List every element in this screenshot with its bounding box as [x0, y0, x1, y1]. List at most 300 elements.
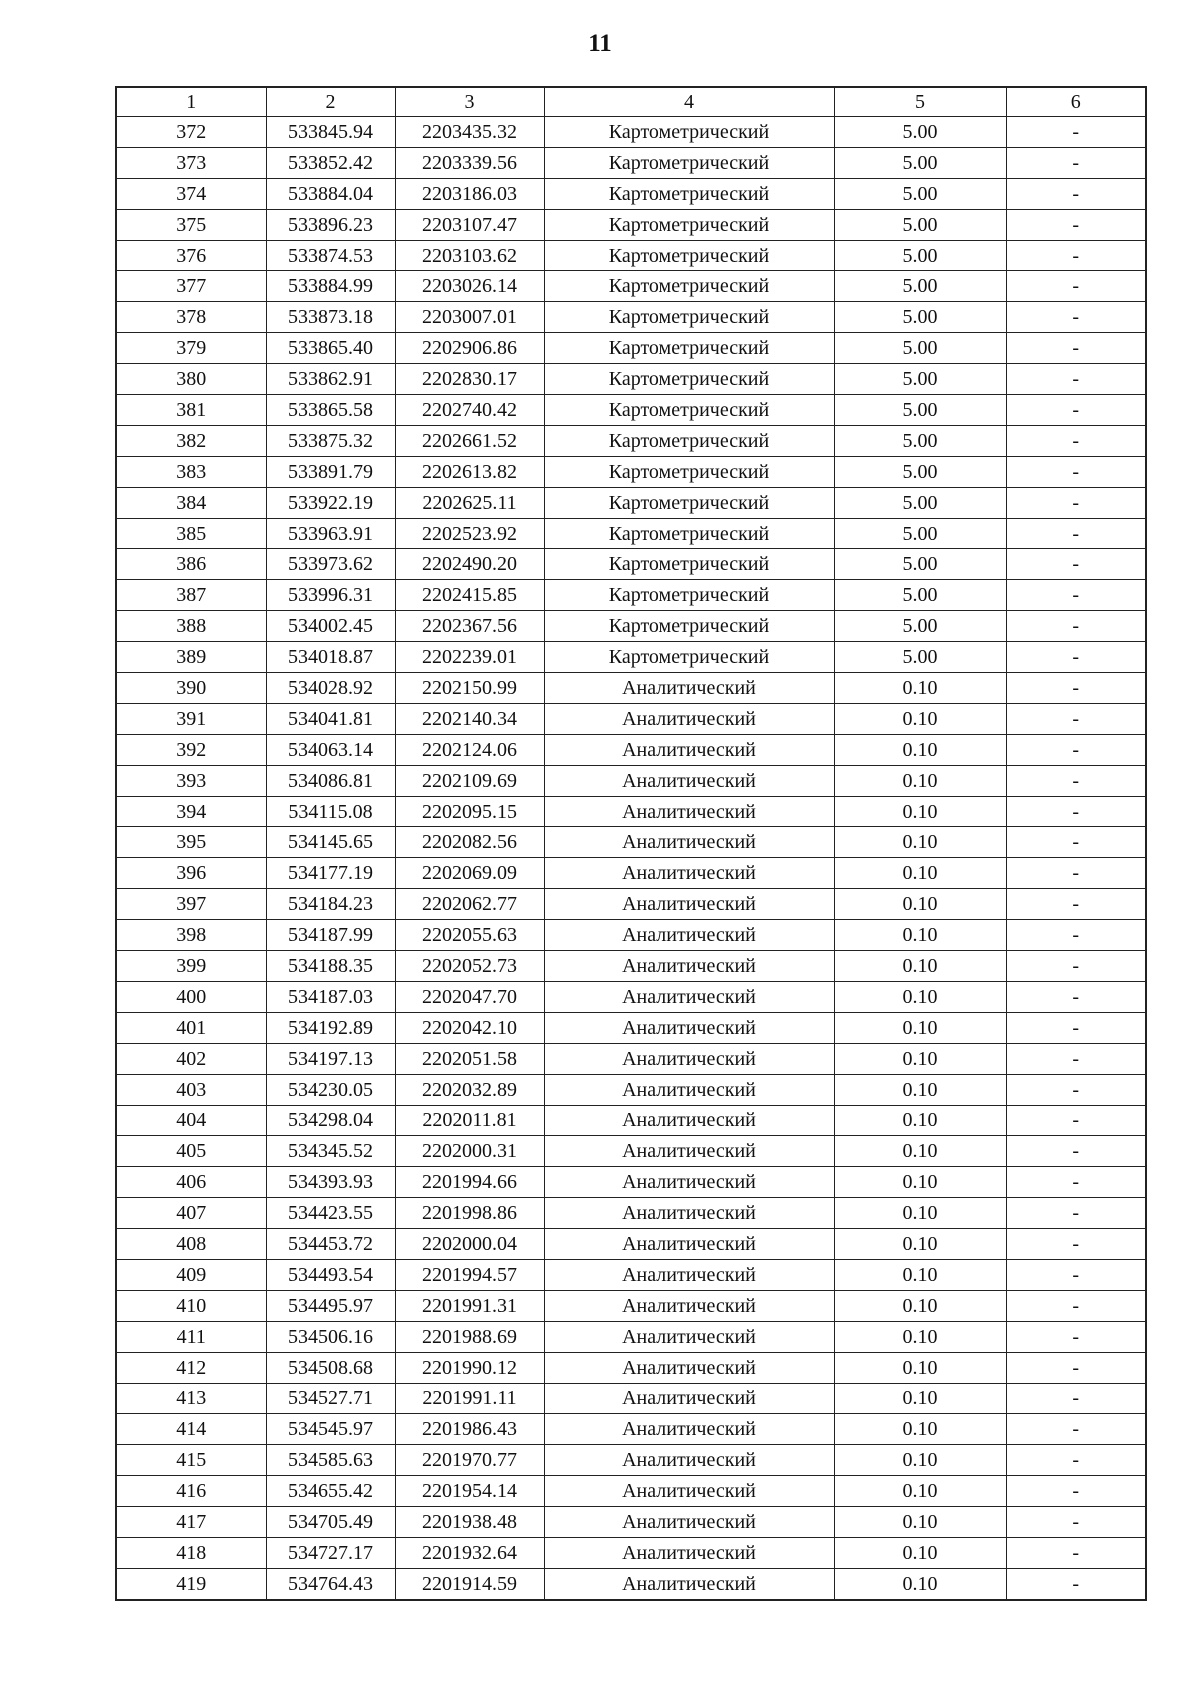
method-cell: Картометрический: [544, 333, 834, 364]
method-cell: Аналитический: [544, 1414, 834, 1445]
y-coordinate-cell: 2201970.77: [395, 1445, 544, 1476]
accuracy-cell: 0.10: [834, 734, 1006, 765]
x-coordinate-cell: 534086.81: [266, 765, 395, 796]
table-row: [116, 1259, 1146, 1290]
y-coordinate-cell: 2202661.52: [395, 425, 544, 456]
method-cell: Аналитический: [544, 1198, 834, 1229]
method-cell: Картометрический: [544, 642, 834, 673]
accuracy-cell: 5.00: [834, 147, 1006, 178]
x-coordinate-cell: 534230.05: [266, 1074, 395, 1105]
x-coordinate-cell: 534393.93: [266, 1167, 395, 1198]
note-cell: -: [1006, 889, 1146, 920]
column-header: 6: [1006, 87, 1146, 117]
point-number-cell: 409: [116, 1259, 266, 1290]
y-coordinate-cell: 2202239.01: [395, 642, 544, 673]
table-row: [116, 518, 1146, 549]
note-cell: -: [1006, 178, 1146, 209]
note-cell: -: [1006, 951, 1146, 982]
note-cell: -: [1006, 1198, 1146, 1229]
y-coordinate-cell: 2203339.56: [395, 147, 544, 178]
method-cell: Аналитический: [544, 1043, 834, 1074]
note-cell: -: [1006, 425, 1146, 456]
note-cell: -: [1006, 1383, 1146, 1414]
method-cell: Картометрический: [544, 147, 834, 178]
accuracy-cell: 0.10: [834, 981, 1006, 1012]
y-coordinate-cell: 2202051.58: [395, 1043, 544, 1074]
accuracy-cell: 0.10: [834, 1074, 1006, 1105]
x-coordinate-cell: 534423.55: [266, 1198, 395, 1229]
point-number-cell: 417: [116, 1507, 266, 1538]
table-row: [116, 765, 1146, 796]
method-cell: Аналитический: [544, 920, 834, 951]
table-row: [116, 178, 1146, 209]
y-coordinate-cell: 2202047.70: [395, 981, 544, 1012]
point-number-cell: 415: [116, 1445, 266, 1476]
x-coordinate-cell: 534197.13: [266, 1043, 395, 1074]
accuracy-cell: 0.10: [834, 951, 1006, 982]
point-number-cell: 384: [116, 487, 266, 518]
method-cell: Аналитический: [544, 951, 834, 982]
point-number-cell: 418: [116, 1537, 266, 1568]
accuracy-cell: 5.00: [834, 333, 1006, 364]
note-cell: -: [1006, 549, 1146, 580]
table-row: [116, 1198, 1146, 1229]
y-coordinate-cell: 2202124.06: [395, 734, 544, 765]
x-coordinate-cell: 533875.32: [266, 425, 395, 456]
accuracy-cell: 5.00: [834, 487, 1006, 518]
y-coordinate-cell: 2201938.48: [395, 1507, 544, 1538]
note-cell: -: [1006, 1105, 1146, 1136]
method-cell: Картометрический: [544, 178, 834, 209]
table-row: [116, 1136, 1146, 1167]
method-cell: Картометрический: [544, 549, 834, 580]
point-number-cell: 389: [116, 642, 266, 673]
table-header-row: [116, 87, 1146, 117]
method-cell: Аналитический: [544, 1383, 834, 1414]
method-cell: Аналитический: [544, 889, 834, 920]
y-coordinate-cell: 2202052.73: [395, 951, 544, 982]
note-cell: -: [1006, 333, 1146, 364]
y-coordinate-cell: 2202062.77: [395, 889, 544, 920]
table-row: [116, 456, 1146, 487]
accuracy-cell: 5.00: [834, 642, 1006, 673]
note-cell: -: [1006, 1445, 1146, 1476]
table-row: [116, 1352, 1146, 1383]
method-cell: Аналитический: [544, 796, 834, 827]
method-cell: Аналитический: [544, 827, 834, 858]
note-cell: -: [1006, 117, 1146, 148]
accuracy-cell: 0.10: [834, 1383, 1006, 1414]
point-number-cell: 408: [116, 1229, 266, 1260]
y-coordinate-cell: 2202830.17: [395, 364, 544, 395]
accuracy-cell: 5.00: [834, 580, 1006, 611]
table-row: [116, 981, 1146, 1012]
y-coordinate-cell: 2203007.01: [395, 302, 544, 333]
table-body: [116, 117, 1146, 1600]
point-number-cell: 402: [116, 1043, 266, 1074]
accuracy-cell: 0.10: [834, 765, 1006, 796]
table-row: [116, 1507, 1146, 1538]
point-number-cell: 386: [116, 549, 266, 580]
point-number-cell: 407: [116, 1198, 266, 1229]
column-header: 1: [116, 87, 266, 117]
point-number-cell: 383: [116, 456, 266, 487]
x-coordinate-cell: 534655.42: [266, 1476, 395, 1507]
point-number-cell: 400: [116, 981, 266, 1012]
note-cell: -: [1006, 920, 1146, 951]
x-coordinate-cell: 534495.97: [266, 1290, 395, 1321]
accuracy-cell: 0.10: [834, 920, 1006, 951]
note-cell: -: [1006, 673, 1146, 704]
point-number-cell: 398: [116, 920, 266, 951]
note-cell: -: [1006, 642, 1146, 673]
x-coordinate-cell: 534506.16: [266, 1321, 395, 1352]
note-cell: -: [1006, 1507, 1146, 1538]
note-cell: -: [1006, 1568, 1146, 1599]
accuracy-cell: 5.00: [834, 425, 1006, 456]
x-coordinate-cell: 534508.68: [266, 1352, 395, 1383]
note-cell: -: [1006, 1352, 1146, 1383]
table-row: [116, 673, 1146, 704]
method-cell: Аналитический: [544, 1568, 834, 1599]
y-coordinate-cell: 2203026.14: [395, 271, 544, 302]
point-number-cell: 393: [116, 765, 266, 796]
point-number-cell: 375: [116, 209, 266, 240]
point-number-cell: 388: [116, 611, 266, 642]
x-coordinate-cell: 534298.04: [266, 1105, 395, 1136]
accuracy-cell: 5.00: [834, 456, 1006, 487]
point-number-cell: 378: [116, 302, 266, 333]
x-coordinate-cell: 533973.62: [266, 549, 395, 580]
y-coordinate-cell: 2202055.63: [395, 920, 544, 951]
accuracy-cell: 5.00: [834, 117, 1006, 148]
note-cell: -: [1006, 1229, 1146, 1260]
column-header: 3: [395, 87, 544, 117]
table-row: [116, 1043, 1146, 1074]
y-coordinate-cell: 2201986.43: [395, 1414, 544, 1445]
note-cell: -: [1006, 1136, 1146, 1167]
y-coordinate-cell: 2202150.99: [395, 673, 544, 704]
table-row: [116, 858, 1146, 889]
method-cell: Картометрический: [544, 487, 834, 518]
method-cell: Картометрический: [544, 117, 834, 148]
point-number-cell: 406: [116, 1167, 266, 1198]
note-cell: -: [1006, 209, 1146, 240]
method-cell: Картометрический: [544, 364, 834, 395]
x-coordinate-cell: 534187.03: [266, 981, 395, 1012]
method-cell: Аналитический: [544, 1136, 834, 1167]
x-coordinate-cell: 533891.79: [266, 456, 395, 487]
table-row: [116, 1105, 1146, 1136]
x-coordinate-cell: 534002.45: [266, 611, 395, 642]
y-coordinate-cell: 2202011.81: [395, 1105, 544, 1136]
x-coordinate-cell: 534184.23: [266, 889, 395, 920]
accuracy-cell: 0.10: [834, 1167, 1006, 1198]
page-number: 11: [588, 30, 612, 57]
column-header: 4: [544, 87, 834, 117]
point-number-cell: 416: [116, 1476, 266, 1507]
table-row: [116, 951, 1146, 982]
y-coordinate-cell: 2202906.86: [395, 333, 544, 364]
accuracy-cell: 5.00: [834, 178, 1006, 209]
accuracy-cell: 0.10: [834, 703, 1006, 734]
accuracy-cell: 5.00: [834, 611, 1006, 642]
table-row: [116, 889, 1146, 920]
x-coordinate-cell: 533896.23: [266, 209, 395, 240]
y-coordinate-cell: 2201988.69: [395, 1321, 544, 1352]
accuracy-cell: 0.10: [834, 1445, 1006, 1476]
method-cell: Картометрический: [544, 240, 834, 271]
point-number-cell: 380: [116, 364, 266, 395]
method-cell: Аналитический: [544, 1012, 834, 1043]
x-coordinate-cell: 533845.94: [266, 117, 395, 148]
note-cell: -: [1006, 1476, 1146, 1507]
method-cell: Аналитический: [544, 858, 834, 889]
x-coordinate-cell: 533884.04: [266, 178, 395, 209]
accuracy-cell: 0.10: [834, 1043, 1006, 1074]
note-cell: -: [1006, 395, 1146, 426]
note-cell: -: [1006, 703, 1146, 734]
accuracy-cell: 0.10: [834, 1537, 1006, 1568]
y-coordinate-cell: 2203186.03: [395, 178, 544, 209]
note-cell: -: [1006, 981, 1146, 1012]
method-cell: Аналитический: [544, 1229, 834, 1260]
accuracy-cell: 0.10: [834, 1229, 1006, 1260]
y-coordinate-cell: 2202095.15: [395, 796, 544, 827]
table-row: [116, 209, 1146, 240]
y-coordinate-cell: 2202415.85: [395, 580, 544, 611]
method-cell: Аналитический: [544, 1537, 834, 1568]
x-coordinate-cell: 534028.92: [266, 673, 395, 704]
x-coordinate-cell: 534041.81: [266, 703, 395, 734]
y-coordinate-cell: 2202000.31: [395, 1136, 544, 1167]
y-coordinate-cell: 2202082.56: [395, 827, 544, 858]
x-coordinate-cell: 534145.65: [266, 827, 395, 858]
table-row: [116, 796, 1146, 827]
note-cell: -: [1006, 1321, 1146, 1352]
note-cell: -: [1006, 1537, 1146, 1568]
note-cell: -: [1006, 765, 1146, 796]
accuracy-cell: 0.10: [834, 1476, 1006, 1507]
accuracy-cell: 0.10: [834, 1507, 1006, 1538]
table-row: [116, 734, 1146, 765]
table-row: [116, 1167, 1146, 1198]
method-cell: Аналитический: [544, 703, 834, 734]
y-coordinate-cell: 2202740.42: [395, 395, 544, 426]
point-number-cell: 405: [116, 1136, 266, 1167]
note-cell: -: [1006, 240, 1146, 271]
point-number-cell: 396: [116, 858, 266, 889]
table-row: [116, 580, 1146, 611]
point-number-cell: 374: [116, 178, 266, 209]
method-cell: Аналитический: [544, 1167, 834, 1198]
y-coordinate-cell: 2202042.10: [395, 1012, 544, 1043]
accuracy-cell: 5.00: [834, 549, 1006, 580]
method-cell: Картометрический: [544, 425, 834, 456]
y-coordinate-cell: 2201990.12: [395, 1352, 544, 1383]
y-coordinate-cell: 2201998.86: [395, 1198, 544, 1229]
point-number-cell: 397: [116, 889, 266, 920]
table-row: [116, 1074, 1146, 1105]
table-row: [116, 1537, 1146, 1568]
x-coordinate-cell: 534764.43: [266, 1568, 395, 1599]
table-row: [116, 1476, 1146, 1507]
method-cell: Картометрический: [544, 395, 834, 426]
y-coordinate-cell: 2201914.59: [395, 1568, 544, 1599]
table-row: [116, 1229, 1146, 1260]
point-number-cell: 391: [116, 703, 266, 734]
table-row: [116, 611, 1146, 642]
x-coordinate-cell: 533865.58: [266, 395, 395, 426]
point-number-cell: 377: [116, 271, 266, 302]
accuracy-cell: 5.00: [834, 395, 1006, 426]
y-coordinate-cell: 2202613.82: [395, 456, 544, 487]
method-cell: Аналитический: [544, 1321, 834, 1352]
point-number-cell: 382: [116, 425, 266, 456]
table-row: [116, 117, 1146, 148]
table-row: [116, 333, 1146, 364]
method-cell: Картометрический: [544, 518, 834, 549]
note-cell: -: [1006, 580, 1146, 611]
x-coordinate-cell: 534453.72: [266, 1229, 395, 1260]
y-coordinate-cell: 2201991.31: [395, 1290, 544, 1321]
y-coordinate-cell: 2201932.64: [395, 1537, 544, 1568]
method-cell: Картометрический: [544, 456, 834, 487]
note-cell: -: [1006, 827, 1146, 858]
x-coordinate-cell: 533922.19: [266, 487, 395, 518]
point-number-cell: 413: [116, 1383, 266, 1414]
point-number-cell: 381: [116, 395, 266, 426]
column-header: 5: [834, 87, 1006, 117]
note-cell: -: [1006, 456, 1146, 487]
table-row: [116, 1445, 1146, 1476]
note-cell: -: [1006, 1012, 1146, 1043]
accuracy-cell: 0.10: [834, 827, 1006, 858]
accuracy-cell: 5.00: [834, 364, 1006, 395]
note-cell: -: [1006, 271, 1146, 302]
accuracy-cell: 0.10: [834, 1136, 1006, 1167]
accuracy-cell: 5.00: [834, 240, 1006, 271]
method-cell: Картометрический: [544, 271, 834, 302]
point-number-cell: 410: [116, 1290, 266, 1321]
table-row: [116, 920, 1146, 951]
note-cell: -: [1006, 611, 1146, 642]
y-coordinate-cell: 2203103.62: [395, 240, 544, 271]
method-cell: Аналитический: [544, 1445, 834, 1476]
note-cell: -: [1006, 734, 1146, 765]
table-row: [116, 1321, 1146, 1352]
point-number-cell: 385: [116, 518, 266, 549]
note-cell: -: [1006, 796, 1146, 827]
column-header: 2: [266, 87, 395, 117]
point-number-cell: 399: [116, 951, 266, 982]
point-number-cell: 395: [116, 827, 266, 858]
accuracy-cell: 0.10: [834, 1321, 1006, 1352]
point-number-cell: 390: [116, 673, 266, 704]
table-row: [116, 1383, 1146, 1414]
table-row: [116, 827, 1146, 858]
y-coordinate-cell: 2201991.11: [395, 1383, 544, 1414]
accuracy-cell: 0.10: [834, 1568, 1006, 1599]
point-number-cell: 392: [116, 734, 266, 765]
y-coordinate-cell: 2201994.66: [395, 1167, 544, 1198]
x-coordinate-cell: 533996.31: [266, 580, 395, 611]
x-coordinate-cell: 534705.49: [266, 1507, 395, 1538]
x-coordinate-cell: 534493.54: [266, 1259, 395, 1290]
point-number-cell: 387: [116, 580, 266, 611]
table-row: [116, 703, 1146, 734]
method-cell: Аналитический: [544, 1105, 834, 1136]
coordinates-table: [115, 86, 1147, 1601]
point-number-cell: 414: [116, 1414, 266, 1445]
x-coordinate-cell: 534063.14: [266, 734, 395, 765]
note-cell: -: [1006, 302, 1146, 333]
table-row: [116, 271, 1146, 302]
accuracy-cell: 5.00: [834, 302, 1006, 333]
note-cell: -: [1006, 518, 1146, 549]
point-number-cell: 411: [116, 1321, 266, 1352]
point-number-cell: 394: [116, 796, 266, 827]
y-coordinate-cell: 2201994.57: [395, 1259, 544, 1290]
table-row: [116, 1414, 1146, 1445]
method-cell: Аналитический: [544, 1507, 834, 1538]
x-coordinate-cell: 534545.97: [266, 1414, 395, 1445]
point-number-cell: 401: [116, 1012, 266, 1043]
note-cell: -: [1006, 1290, 1146, 1321]
x-coordinate-cell: 534727.17: [266, 1537, 395, 1568]
y-coordinate-cell: 2203435.32: [395, 117, 544, 148]
note-cell: -: [1006, 1259, 1146, 1290]
x-coordinate-cell: 534177.19: [266, 858, 395, 889]
method-cell: Аналитический: [544, 1290, 834, 1321]
x-coordinate-cell: 534115.08: [266, 796, 395, 827]
method-cell: Картометрический: [544, 209, 834, 240]
table-row: [116, 395, 1146, 426]
accuracy-cell: 5.00: [834, 271, 1006, 302]
point-number-cell: 403: [116, 1074, 266, 1105]
method-cell: Аналитический: [544, 734, 834, 765]
table-row: [116, 1290, 1146, 1321]
point-number-cell: 372: [116, 117, 266, 148]
accuracy-cell: 0.10: [834, 1198, 1006, 1229]
note-cell: -: [1006, 364, 1146, 395]
method-cell: Аналитический: [544, 673, 834, 704]
table-row: [116, 549, 1146, 580]
note-cell: -: [1006, 1414, 1146, 1445]
point-number-cell: 373: [116, 147, 266, 178]
accuracy-cell: 5.00: [834, 209, 1006, 240]
accuracy-cell: 0.10: [834, 1290, 1006, 1321]
x-coordinate-cell: 533884.99: [266, 271, 395, 302]
point-number-cell: 376: [116, 240, 266, 271]
note-cell: -: [1006, 858, 1146, 889]
x-coordinate-cell: 533874.53: [266, 240, 395, 271]
point-number-cell: 379: [116, 333, 266, 364]
method-cell: Картометрический: [544, 580, 834, 611]
method-cell: Картометрический: [544, 611, 834, 642]
x-coordinate-cell: 534187.99: [266, 920, 395, 951]
table-row: [116, 302, 1146, 333]
point-number-cell: 419: [116, 1568, 266, 1599]
note-cell: -: [1006, 487, 1146, 518]
accuracy-cell: 0.10: [834, 858, 1006, 889]
accuracy-cell: 0.10: [834, 889, 1006, 920]
x-coordinate-cell: 533852.42: [266, 147, 395, 178]
table-row: [116, 425, 1146, 456]
y-coordinate-cell: 2201954.14: [395, 1476, 544, 1507]
table-row: [116, 147, 1146, 178]
y-coordinate-cell: 2202490.20: [395, 549, 544, 580]
